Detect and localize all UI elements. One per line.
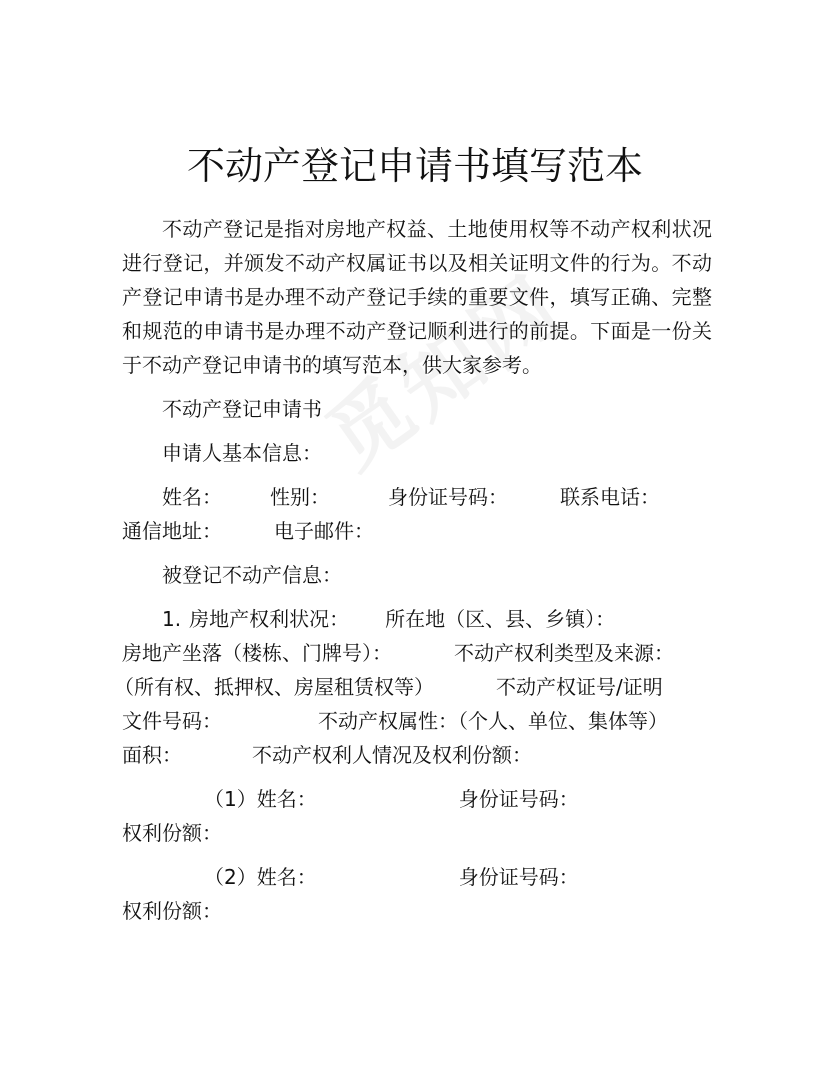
applicant-row-2 (122, 514, 712, 548)
applicant-gender-label: 性别： (270, 485, 330, 509)
applicant-phone-label: 联系电话： (560, 485, 660, 509)
property-row-5 (122, 738, 712, 772)
holder-name-label: 姓名： (256, 787, 317, 811)
holder-share-label: 权利份额： (122, 899, 222, 923)
property-heading: 被登记不动产信息： (162, 563, 342, 587)
applicant-heading: 申请人基本信息： (162, 441, 322, 465)
document-body (114, 212, 712, 928)
holder-id-label: 身份证号码： (458, 787, 579, 811)
applicant-row-1 (122, 480, 712, 514)
holder-share-label: 权利份额： (122, 821, 222, 845)
area-label: 面积： (122, 743, 182, 767)
property-row-4 (122, 704, 712, 738)
location-label: 所在地（区、县、乡镇）： (385, 607, 616, 631)
rights-type-label: 不动产权利类型及来源： (454, 641, 674, 665)
applicant-id-label: 身份证号码： (388, 485, 508, 509)
holder-row (122, 782, 712, 816)
property-row-3 (114, 670, 712, 704)
rights-examples: （所有权、抵押权、房屋租赁权等） (114, 675, 434, 699)
applicant-email-label: 电子邮件： (274, 519, 374, 543)
holder-row (122, 860, 712, 894)
applicant-address-label: 通信地址： (122, 519, 222, 543)
cert-number-label: 不动产权证号/证明 (496, 675, 663, 699)
property-item-number: 1. (162, 607, 182, 631)
property-row-1 (122, 602, 712, 636)
property-row-2 (122, 636, 712, 670)
cert-number-label-cont: 文件号码： (122, 709, 222, 733)
coordinates-label: 房地产坐落（楼栋、门牌号）： (122, 641, 392, 665)
rights-status-label: 房地产权利状况： (189, 607, 350, 631)
applicant-name-label: 姓名： (162, 485, 222, 509)
holder-name-label: 姓名： (256, 865, 317, 889)
holder-info-label: 不动产权利人情况及权利份额： (252, 743, 532, 767)
page-title: 不动产登记申请书填写范本 (186, 144, 643, 188)
form-title: 不动产登记申请书 (162, 397, 322, 421)
ownership-attr-label: 不动产权属性：（个人、单位、集体等） (318, 709, 668, 733)
holder-index: （2） (204, 865, 257, 889)
holder-index: （1） (204, 787, 257, 811)
intro-paragraph: 不动产登记是指对房地产权益、土地使用权等不动产权利状况进行登记，并颁发不动产权属证书以及相关证明文件的行为。不动产登记申请书是办理不动产登记手续的重要文件，填写正确、完整和规范的申请书是办理不动产登记顺利进行的前提。下面是一份关于不动产登记申请书的填写范本，供大家参考。 (122, 217, 712, 377)
holder-id-label: 身份证号码： (458, 865, 579, 889)
